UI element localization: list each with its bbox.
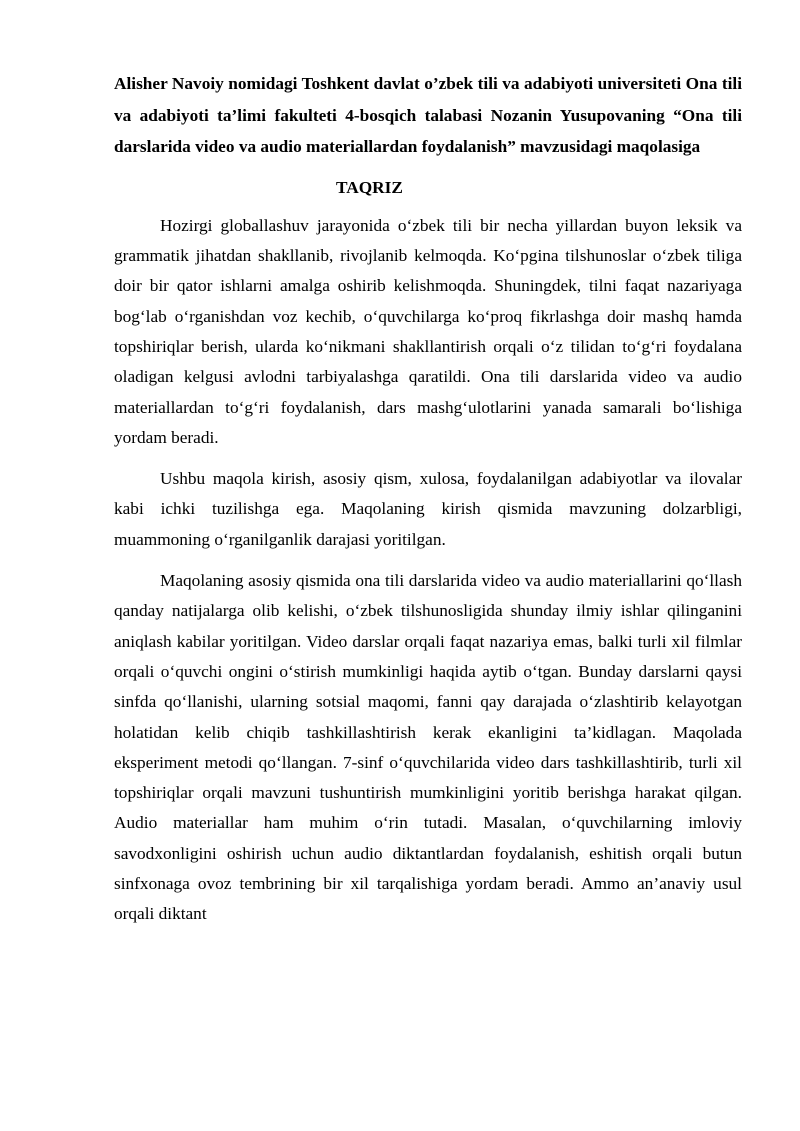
- document-heading: Alisher Navoiy nomidagi Toshkent davlat o’zbek tili va adabiyoti universiteti Ona tili va adabiyoti ta’limi fakulteti 4-bosqich talabasi Nozanin Yusupovaning “Ona tili darslarida video va audio materiallardan foydalanish” mavzusidagi maqolasiga: [114, 74, 742, 157]
- document-page: [114, 68, 742, 941]
- paragraph-2: Ushbu maqola kirish, asosiy qism, xulosa, foydalanilgan adabiyotlar va ilovalar kabi ichki tuzilishga ega. Maqolaning kirish qismida mavzuning dolzarbligi, muammoning o‘rganilganlik darajasi yoritilgan.: [114, 469, 742, 549]
- document-title: TAQRIZ: [336, 178, 403, 198]
- paragraph-3: Maqolaning asosiy qismida ona tili darslarida video va audio materiallarini qo‘llash qanday natijalarga olib kelishi, o‘zbek tilshunosligida shunday ilmiy ishlar qilinganini aniqlash kabilar yoritilgan. Video darslar orqali faqat nazariya emas, balki turli xil filmlar orqali o‘quvchi ongini o‘stirish mumkinligi haqida aytib o‘tgan. Bunday darslarni qaysi sinfda qo‘llanishi, ularning sotsial maqomi, fanni qay darajada o‘zlashtirib kelayotgan holatidan kelib chiqib tashkillashtirish kerak ekanligini ta’kidlagan. Maqolada eksperiment metodi qo‘llangan. 7-sinf o‘quvchilarida video dars tashkillashtirib, turli xil topshiriqlar orqali mavzuni tushuntirish mumkinligini yoritib berishga harakat qilgan. Audio materiallar ham muhim o‘rin tutadi. Masalan, o‘quvchilarning imloviy savodxonligini oshirish uchun audio diktantlardan foydalanish, eshitish orqali butun sinfxonaga ovoz tembrining bir xil tarqalishiga yordam beradi. Ammo an’anaviy usul orqali diktant: [114, 571, 742, 924]
- paragraph-1: Hozirgi globallashuv jarayonida o‘zbek tili bir necha yillardan buyon leksik va grammatik jihatdan shakllanib, rivojlanib kelmoqda. Ko‘pgina tilshunoslar o‘zbek tiliga doir bir qator ishlarni amalga oshirib kelishmoqda. Shuningdek, tilni faqat nazariyaga bog‘lab o‘rganishdan voz kechib, o‘quvchilarga ko‘proq fikrlashga doir mashq hamda topshiriqlar berish, ularda ko‘nikmani shakllantirish orqali o‘z tilidan to‘g‘ri foydalana oladigan kelgusi avlodni tarbiyalashga qaratildi. Ona tili darslarida video va audio materiallardan to‘g‘ri foydalanish, dars mashg‘ulotlarini yanada samarali bo‘lishiga yordam beradi.: [114, 215, 742, 447]
